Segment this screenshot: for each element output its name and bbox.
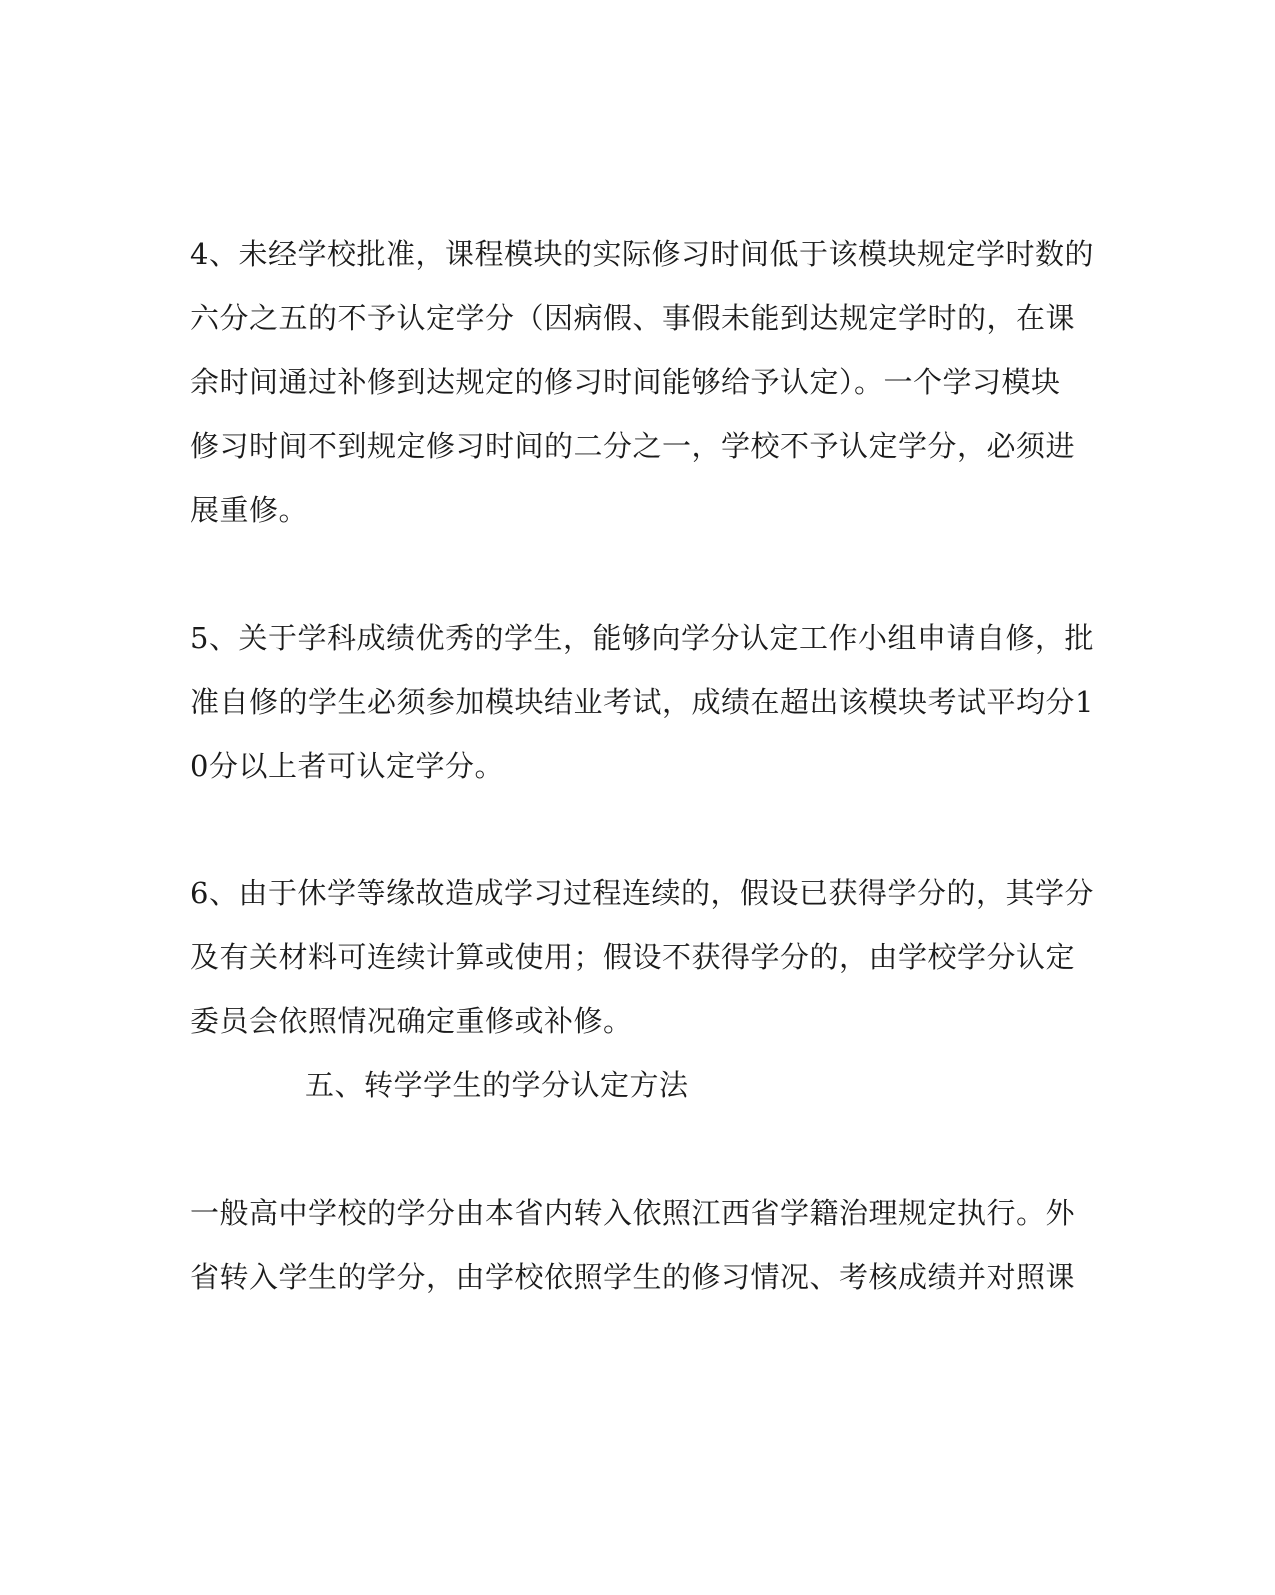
paragraph-6-line-3: 委员会依照情况确定重修或补修。 <box>190 1004 633 1038</box>
paragraph-4-line-2: 六分之五的不予认定学分（因病假、事假未能到达规定学时的，在课 <box>190 301 1076 335</box>
paragraph-5-line-3: 0分以上者可认定学分。 <box>190 749 504 783</box>
paragraph-6-line-1: 6、由于休学等缘故造成学习过程连续的，假设已获得学分的，其学分 <box>190 876 1094 910</box>
paragraph-4-line-1: 4、未经学校批准，课程模块的实际修习时间低于该模块规定学时数的 <box>190 237 1094 271</box>
section-heading: 五、转学学生的学分认定方法 <box>305 1068 689 1102</box>
paragraph-5-line-1: 5、关于学科成绩优秀的学生，能够向学分认定工作小组申请自修，批 <box>190 621 1094 655</box>
final-paragraph-line-1: 一般高中学校的学分由本省内转入依照江西省学籍治理规定执行。外 <box>190 1196 1076 1230</box>
final-paragraph-line-2: 省转入学生的学分，由学校依照学生的修习情况、考核成绩并对照课 <box>190 1260 1076 1294</box>
paragraph-6-line-2: 及有关材料可连续计算或使用；假设不获得学分的，由学校学分认定 <box>190 940 1076 974</box>
paragraph-5-line-2: 准自修的学生必须参加模块结业考试，成绩在超出该模块考试平均分1 <box>190 685 1094 719</box>
paragraph-4-line-3: 余时间通过补修到达规定的修习时间能够给予认定）。一个学习模块 <box>190 365 1061 399</box>
paragraph-4-line-5: 展重修。 <box>190 493 309 527</box>
paragraph-4-line-4: 修习时间不到规定修习时间的二分之一，学校不予认定学分，必须进 <box>190 429 1076 463</box>
